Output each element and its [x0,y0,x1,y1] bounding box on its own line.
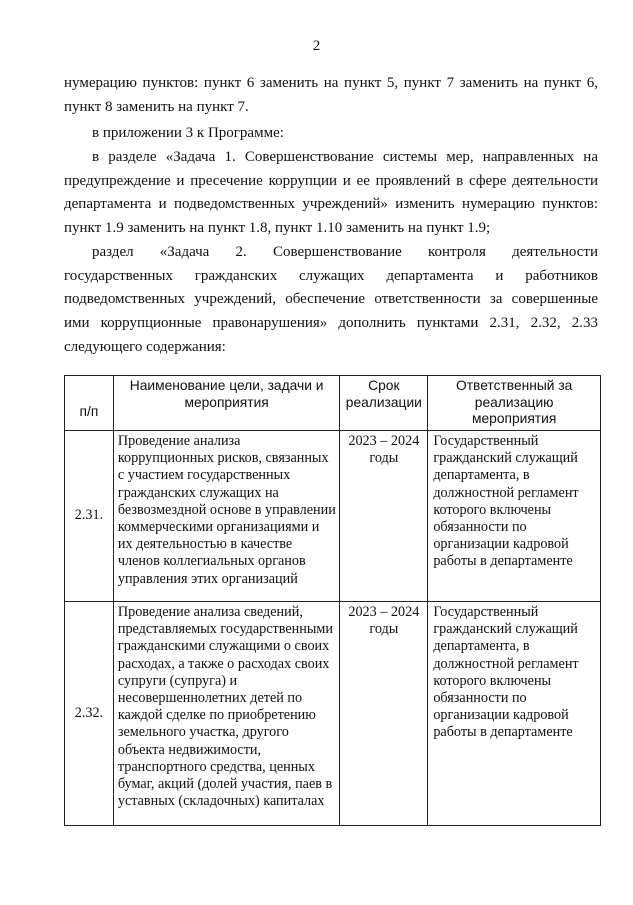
row-term [340,431,428,602]
text-line: департамента и подведомственных учреждений» изменить нумерацию пунктов: [64,196,598,213]
header-num: п/п [65,376,114,431]
header-term: Срок реализации [340,376,428,431]
header-responsible: Ответственный за реализацию мероприятия [428,376,601,431]
row-name [113,431,339,602]
text-line: подведомственных учреждений, обеспечение ответственности за совершенные [64,291,598,308]
row-number: 2.32. [65,602,114,826]
row-responsible [428,602,601,826]
table-row [65,431,601,602]
text-line: государственных гражданских служащих департамента и работников [64,267,598,284]
row-term-text: 2023 – 2024 годы [348,604,420,638]
row-name-text: Проведение анализа сведений, представляемых государственными гражданскими служащими о своих расходах, а также о расходах своих супруги (супруга) и несовершеннолетних детей по каждой сделке по приобретению земельного участка, другого объекта недвижимости, транспортного средства, ценных бумаг, акций (долей участия, паев в уставных (складочных) капиталах [117,604,333,810]
header-name: Наименование цели, задачи и мероприятия [113,376,339,431]
text-line: предупреждение и пресечение коррупции и ее проявлений в сфере деятельности [64,172,598,189]
page-number: 2 [312,38,321,54]
paragraph-appendix [64,122,598,146]
paragraph-numbering [64,72,598,119]
row-responsible [428,431,601,602]
row-name-text: Проведение анализа коррупционных рисков, связанных с участием государственных гражданских служащих на безвозмездной основе в управлении коммерческими организациями и их деятельностью в качестве членов коллегиальных органов управления этих организаций [117,433,336,587]
text-line: в приложении 3 к Программе: [92,125,284,141]
text-line: нумерацию пунктов: пункт 6 заменить на пункт 5, пункт 7 заменить на пункт 6, [64,75,598,91]
text-line: ими коррупционные правонарушения» дополнить пунктами 2.31, 2.32, 2.33 [64,315,598,332]
table-row [65,602,601,826]
text-line: в разделе «Задача 1. Совершенствование системы мер, направленных на [92,149,598,165]
table-header-row [65,376,601,431]
paragraph-task-2 [64,241,598,360]
paragraph-task-1 [64,146,598,241]
row-responsible-text: Государственный гражданский служащий департамента, в должностной регламент которого включены обязанности по организации кадровой работы в департаменте [433,604,579,741]
text-line: следующего содержания: [64,338,226,355]
row-term-text: 2023 – 2024 годы [348,433,420,467]
text-line: пункт 1.9 заменить на пункт 1.8, пункт 1.10 заменить на пункт 1.9; [64,220,491,237]
row-name [113,602,339,826]
text-line: раздел «Задача 2. Совершенствование контроля деятельности [92,244,598,260]
text-line: пункт 8 заменить на пункт 7. [64,98,249,115]
row-term [340,602,428,826]
program-table [64,375,601,826]
row-responsible-text: Государственный гражданский служащий департамента, в должностной регламент которого включены обязанности по организации кадровой работы в департаменте [433,433,579,570]
row-number: 2.31. [65,431,114,602]
